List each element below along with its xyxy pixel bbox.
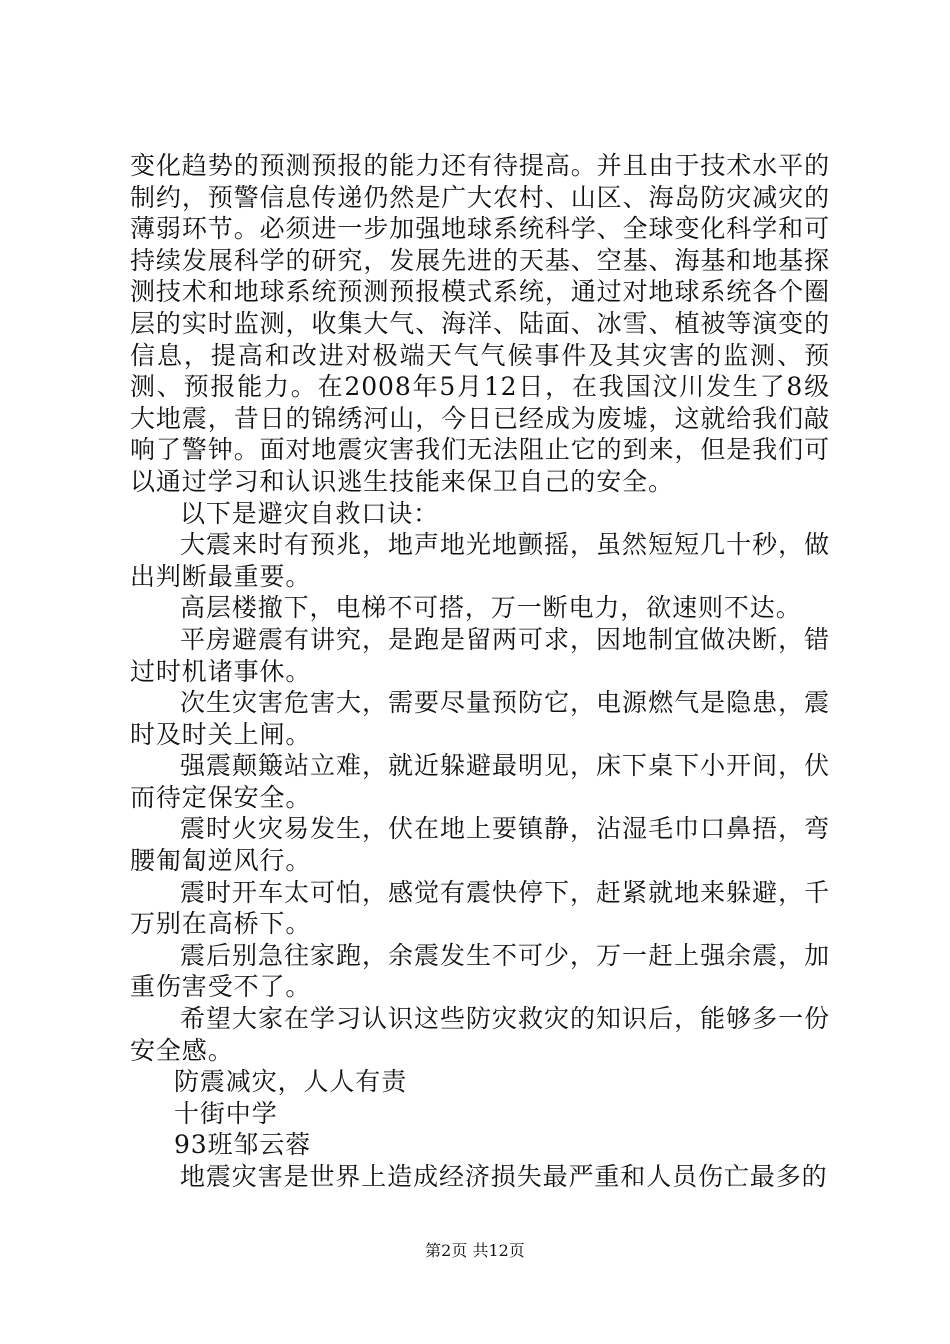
- mnemonic-line-4: 次生灾害危害大，需要尽量预防它，电源燃气是隐患，震时及时关上闸。: [130, 688, 830, 749]
- mnemonic-line-5: 强震颠簸站立难，就近躲避最明见，床下桌下小开间，伏而待定保安全。: [130, 751, 830, 812]
- paragraph-disaster-forecasting: 变化趋势的预测预报的能力还有待提高。并且由于技术水平的制约，预警信息传递仍然是广大农村、山区、海岛防灾减灾的薄弱环节。必须进一步加强地球系统科学、全球变化科学和可持续发展科学的研究，发展先进的天基、空基、海基和地基探测技术和地球系统预测预报模式系统，通过对地球系统各个圈层的实时监测，收集大气、海洋、陆面、冰雪、植被等演变的信息，提高和改进对极端天气气候事件及其灾害的监测、预测、预报能力。在2008年5月12日，在我国汶川发生了8级大地震，昔日的锦绣河山，今日已经成为废墟，这就给我们敲响了警钟。面对地震灾害我们无法阻止它的到来，但是我们可以通过学习和认识逃生技能来保卫自己的安全。: [130, 151, 830, 496]
- paragraph-mnemonic-intro: 以下是避灾自救口诀：: [180, 498, 440, 528]
- mnemonic-line-3: 平房避震有讲究，是跑是留两可求，因地制宜做决断，错过时机诸事休。: [130, 624, 830, 686]
- mnemonic-line-7: 震时开车太可怕，感觉有震快停下，赶紧就地来躲避，千万别在高桥下。: [130, 877, 830, 939]
- school-name: 十街中学: [174, 1098, 278, 1128]
- document-body: [130, 150, 830, 1193]
- mnemonic-line-8: 震后别急往家跑，余震发生不可少，万一赶上强余震，加重伤害受不了。: [130, 940, 830, 1002]
- mnemonic-line-6: 震时火灾易发生，伏在地上要镇静，沾湿毛巾口鼻捂，弯腰匍匐逆风行。: [130, 814, 830, 876]
- page-number-footer: 第2页 共12页: [425, 1241, 525, 1260]
- author-class-name: 93班邹云蓉: [174, 1130, 312, 1160]
- mnemonic-line-2: 高层楼撤下，电梯不可搭，万一断电力，欲速则不达。: [180, 593, 802, 623]
- essay-title: 防震减灾，人人有责: [174, 1067, 408, 1097]
- paragraph-next-essay-start: 地震灾害是世界上造成经济损失最严重和人员伤亡最多的: [180, 1162, 828, 1191]
- mnemonic-line-1: 大震来时有预兆，地声地光地颤摇，虽然短短几十秒，做出判断最重要。: [130, 530, 830, 591]
- paragraph-closing-hope: 希望大家在学习认识这些防灾救灾的知识后，能够多一份安全感。: [130, 1004, 830, 1065]
